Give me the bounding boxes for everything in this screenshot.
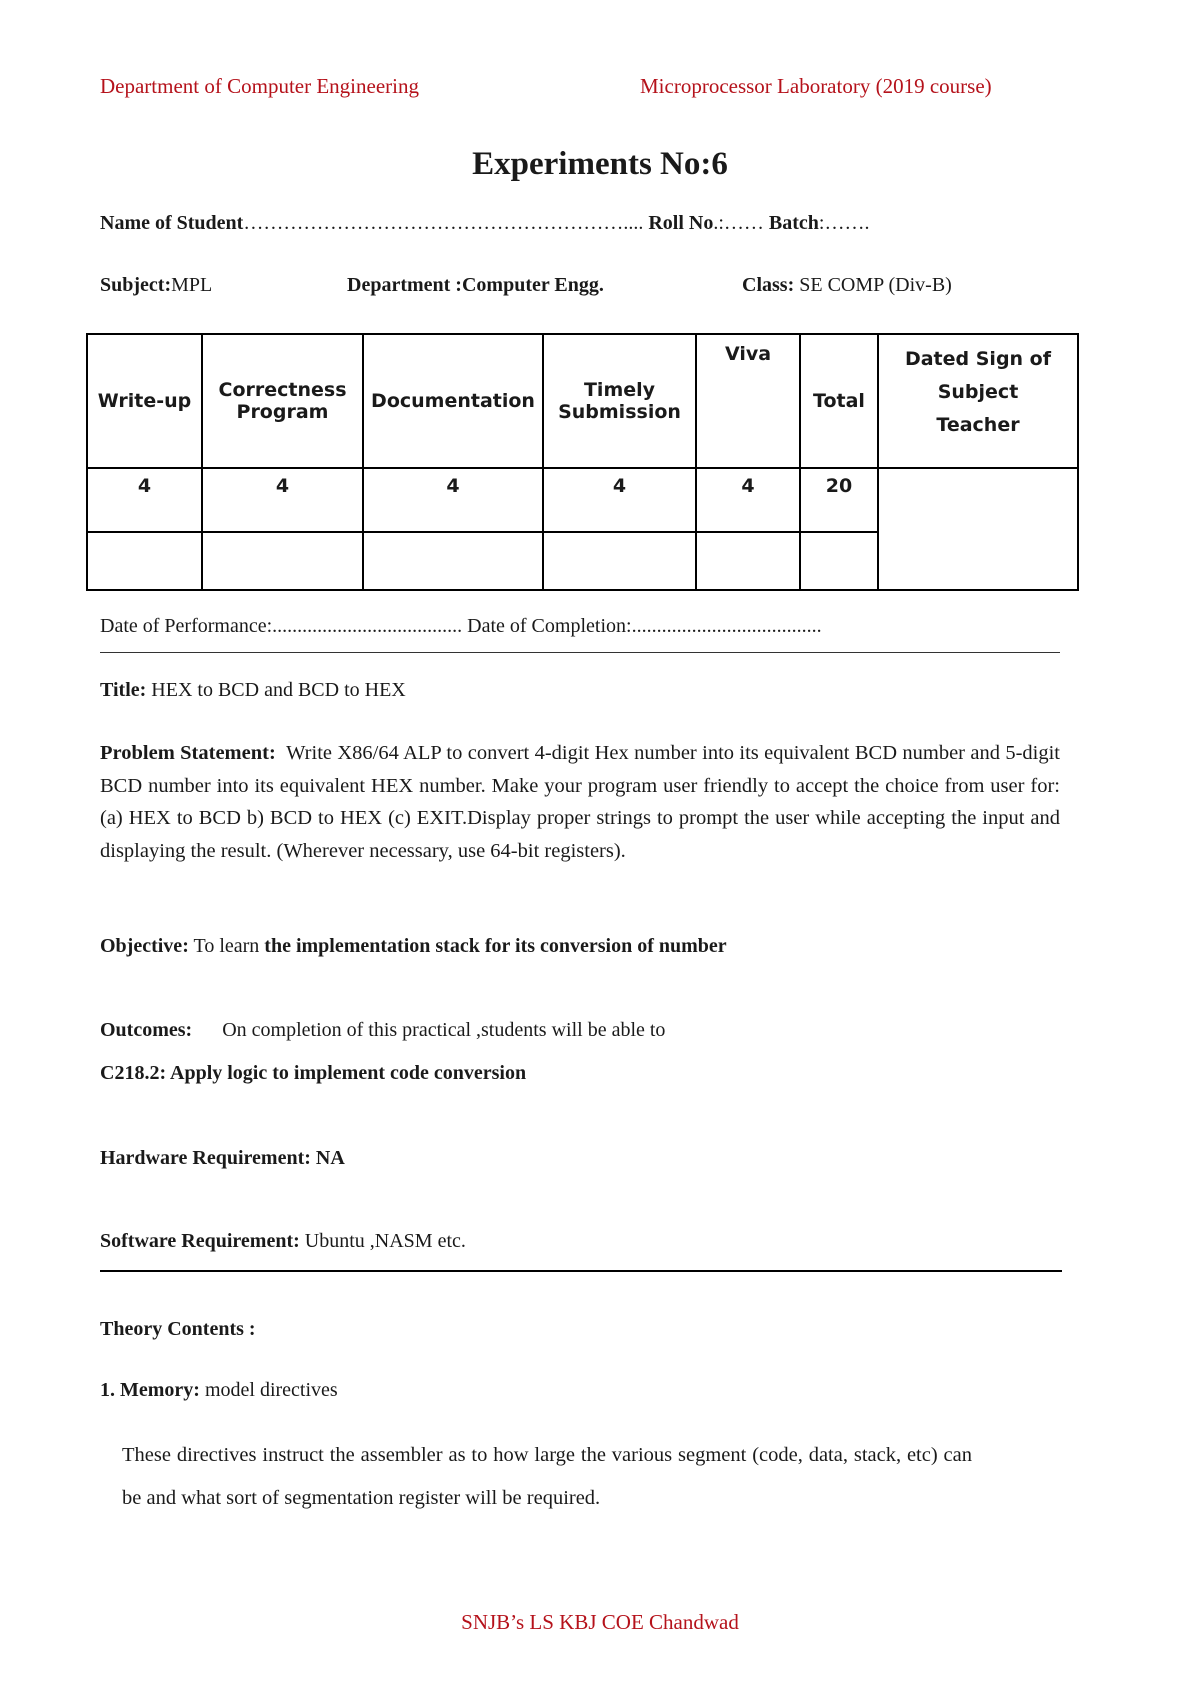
problem-label: Problem Statement:	[100, 742, 276, 764]
software-value: Ubuntu ,NASM etc.	[304, 1230, 466, 1252]
roll-label: Roll No	[648, 212, 714, 234]
header-timely-submission: Timely Submission	[543, 334, 696, 468]
header-writeup: Write-up	[87, 334, 202, 468]
department-line	[347, 274, 604, 297]
class-label: Class:	[742, 274, 795, 296]
obtained-timely-submission	[543, 532, 696, 590]
completion-label: Date of Completion:	[467, 615, 632, 637]
max-viva: 4	[696, 468, 800, 532]
student-info-line	[100, 212, 869, 235]
title-value: HEX to BCD and BCD to HEX	[151, 679, 406, 701]
outcomes-text: On completion of this practical ,students will be able to	[222, 1019, 666, 1041]
outcomes-line	[100, 1019, 665, 1042]
header-total: Total	[800, 334, 878, 468]
objective-bold: the implementation stack for its conversion of number	[264, 935, 727, 957]
obtained-viva	[696, 532, 800, 590]
dashed-rule	[100, 652, 1060, 653]
objective-line	[100, 935, 727, 958]
subject-line	[100, 274, 212, 297]
max-marks-row	[87, 468, 1078, 532]
obtained-writeup	[87, 532, 202, 590]
header-department: Department of Computer Engineering	[100, 74, 419, 98]
performance-label: Date of Performance:	[100, 615, 273, 637]
header-course: Microprocessor Laboratory (2019 course)	[640, 74, 992, 98]
batch-label: Batch	[768, 212, 819, 234]
problem-statement	[100, 737, 1060, 867]
title-label: Title:	[100, 679, 147, 701]
course-outcome	[100, 1062, 526, 1085]
experiment-title: Experiments No:6	[472, 146, 728, 182]
obtained-documentation	[363, 532, 543, 590]
dates-line	[100, 615, 822, 638]
hardware-label: Hardware Requirement:	[100, 1147, 311, 1169]
header-documentation: Documentation	[363, 334, 543, 468]
obtained-total	[800, 532, 878, 590]
objective-label: Objective:	[100, 935, 189, 957]
max-correctness: 4	[202, 468, 363, 532]
max-total: 20	[800, 468, 878, 532]
performance-dots: ......................................	[272, 615, 463, 637]
hardware-value: NA	[315, 1147, 345, 1169]
marks-table	[86, 333, 1079, 591]
title-line	[100, 679, 406, 702]
department-label: Department :	[347, 274, 462, 296]
software-line	[100, 1230, 466, 1253]
theory-heading-text: Theory Contents :	[100, 1318, 256, 1340]
software-label: Software Requirement:	[100, 1230, 300, 1252]
section-divider	[100, 1270, 1062, 1272]
roll-dots: .:……	[713, 212, 764, 234]
memory-label: 1. Memory:	[100, 1379, 200, 1401]
name-dots: …………………………………………………....	[243, 212, 644, 234]
hardware-line	[100, 1147, 345, 1170]
class-line	[742, 274, 952, 297]
obtained-correctness	[202, 532, 363, 590]
problem-text: Write X86/64 ALP to convert 4-digit Hex number into its equivalent BCD number and 5-digit BCD number into its equivalent HEX number. Make your program user friendly to accept the choice from user for: (a) HEX to BCD b) BCD to HEX (c) EXIT.Display proper strings to prompt the user while accepting the input and displaying the result. (Wherever necessary, use 64-bit registers).	[100, 742, 1061, 862]
co-text: C218.2: Apply logic to implement code conversion	[100, 1062, 527, 1084]
header-dated-sign: Dated Sign of Subject Teacher	[878, 334, 1078, 468]
memory-text: model directives	[204, 1379, 338, 1401]
outcomes-label: Outcomes:	[100, 1019, 193, 1041]
department-value: Computer Engg.	[461, 274, 604, 296]
completion-dots: ......................................	[631, 615, 822, 637]
class-value: SE COMP (Div-B)	[799, 274, 952, 296]
subject-value: MPL	[171, 274, 213, 296]
max-writeup: 4	[87, 468, 202, 532]
sign-cell	[878, 468, 1078, 590]
objective-text: To learn	[193, 935, 260, 957]
batch-dots: :…….	[818, 212, 870, 234]
theory-heading	[100, 1318, 256, 1341]
subject-label: Subject:	[100, 274, 172, 296]
theory-paragraph: These directives instruct the assembler as to how large the various segment (code, data, stack, etc) can be and what sort of segmentation register will be required.	[122, 1444, 972, 1509]
theory-item-1	[100, 1379, 338, 1402]
footer-institute: SNJB’s LS KBJ COE Chandwad	[461, 1610, 739, 1634]
name-label: Name of Student	[100, 212, 244, 234]
max-documentation: 4	[363, 468, 543, 532]
max-timely-submission: 4	[543, 468, 696, 532]
header-correctness: Correctness Program	[202, 334, 363, 468]
header-viva: Viva	[696, 334, 800, 468]
marks-header-row	[87, 334, 1078, 468]
